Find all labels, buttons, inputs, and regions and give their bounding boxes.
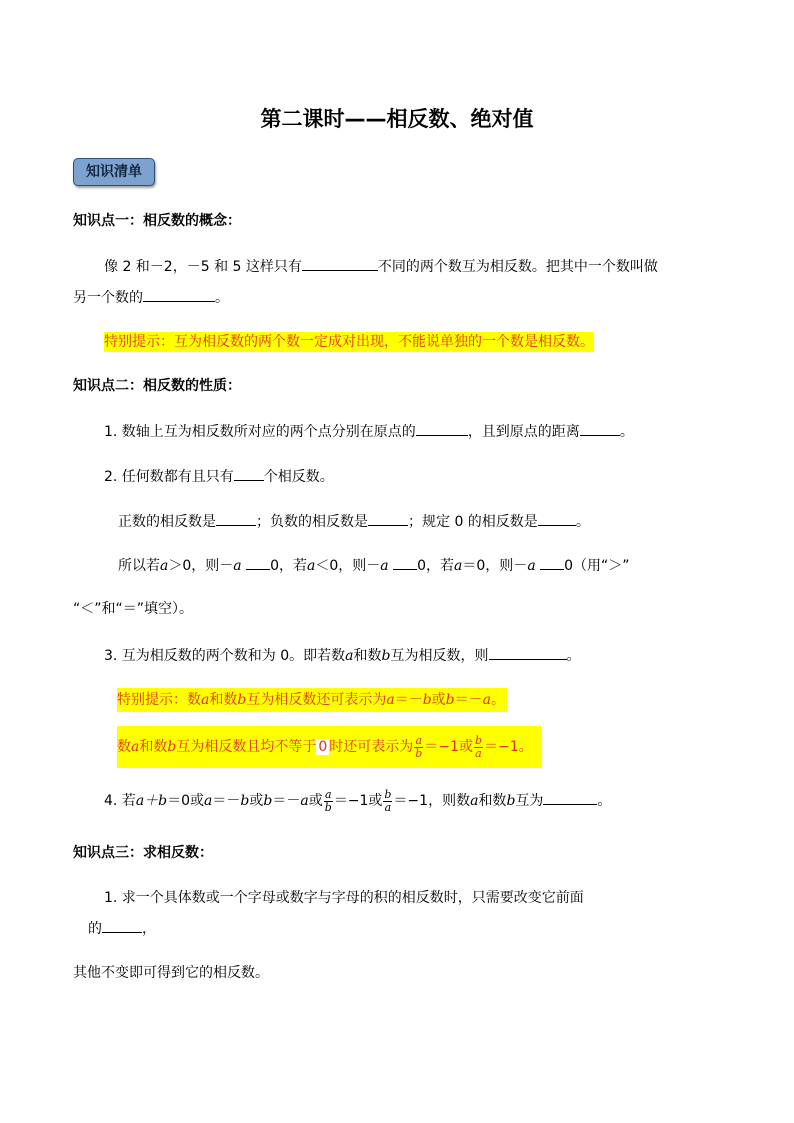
heading-point-3: 知识点三：求相反数： xyxy=(73,845,213,861)
k2-item-4: 4. 若a＋b＝0或a＝－b或b＝－a或 $\frac{a}{b}$ ＝−1或 $\frac{b}{a}$ ＝−1，则数a和数b互为 。 xyxy=(104,787,612,814)
k2-tip-1: 特别提示：数a和数b互为相反数还可表示为a＝－b或b＝－a。 xyxy=(117,688,507,712)
k2-tip-2: 数a和数b互为相反数且均不等于 0 时还可表示为 $\frac{a}{b}$ ＝−1或 $\frac{b}{a}$ ＝−1。 xyxy=(117,726,541,768)
fraction-b-over-a: $\frac{b}{a}$ xyxy=(384,787,392,814)
k2-item-3: 3. 互为相反数的两个数和为 0。即若数a和数b互为相反数，则 。 xyxy=(104,645,581,666)
blank xyxy=(368,511,408,526)
blank xyxy=(416,421,468,436)
k1-line-1: 像 2 和－2，－5 和 5 这样只有 不同的两个数互为相反数。把其中一个数叫做 xyxy=(104,256,658,277)
k3-item-1-cont: 的 ， xyxy=(88,918,156,939)
fraction-b-over-a: $\frac{b}{a}$ xyxy=(474,733,482,760)
k2-item-2: 2. 任何数都有且只有 个相反数。 xyxy=(104,466,334,487)
fraction-a-over-b: $\frac{a}{b}$ xyxy=(415,733,423,760)
page-title: 第二课时——相反数、绝对值 xyxy=(260,107,534,131)
blank xyxy=(302,256,378,271)
blank xyxy=(489,645,567,660)
blank xyxy=(102,918,142,933)
blank xyxy=(246,555,270,570)
blank xyxy=(580,421,620,436)
blank xyxy=(393,555,417,570)
k3-item-1: 1. 求一个具体数或一个字母或数字与字母的积的相反数时，只需要改变它前面 xyxy=(104,890,584,906)
k2-item-1: 1. 数轴上互为相反数所对应的两个点分别在原点的 ，且到原点的距离 。 xyxy=(104,421,634,442)
blank xyxy=(216,511,256,526)
blank xyxy=(540,555,564,570)
blank xyxy=(234,466,264,481)
blank xyxy=(143,287,215,302)
k2-so-line-2: “＜”和“＝”填空）。 xyxy=(73,601,194,617)
fraction-a-over-b: $\frac{a}{b}$ xyxy=(324,787,332,814)
k1-tip: 特别提示：互为相反数的两个数一定成对出现，不能说单独的一个数是相反数。 xyxy=(104,334,594,350)
k2-positive-line: 正数的相反数是 ；负数的相反数是 ；规定 0 的相反数是 。 xyxy=(118,511,590,532)
heading-point-1: 知识点一：相反数的概念： xyxy=(73,213,241,229)
heading-point-2: 知识点二：相反数的性质： xyxy=(73,378,241,394)
section-tag-knowledge-list: 知识清单 xyxy=(73,158,155,186)
k1-line-2: 另一个数的 。 xyxy=(73,287,229,308)
blank xyxy=(538,511,576,526)
k3-line-3: 其他不变即可得到它的相反数。 xyxy=(73,965,269,981)
blank xyxy=(543,790,597,805)
k2-so-line: 所以若a＞0，则－a 0，若a＜0，则－a 0，若a＝0，则－a 0（用“＞” xyxy=(118,555,630,576)
